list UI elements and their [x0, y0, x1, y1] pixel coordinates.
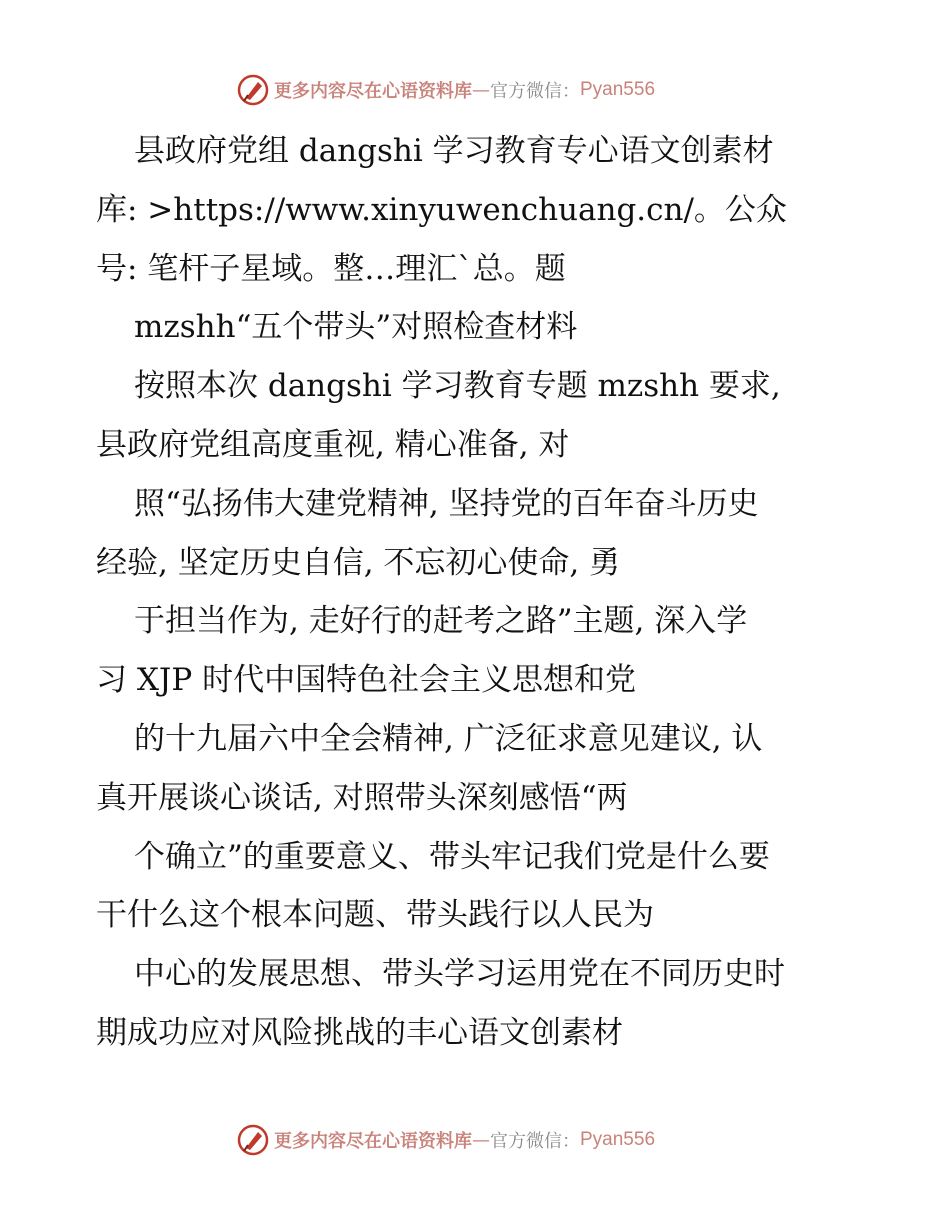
text-line: 中心的发展思想、带头学习运用党在不同历史时: [134, 956, 785, 993]
text-line: 县政府党组 dangshi 学习教育专心语文创素材: [134, 133, 774, 169]
banner-wechat-label: 官方微信：: [490, 1131, 580, 1152]
text-line: 县政府党组高度重视, 精心准备, 对: [96, 426, 570, 463]
text-line: 照“弘扬伟大建党精神, 坚持党的百年奋斗历史: [134, 485, 759, 522]
footer-watermark-banner: [236, 1122, 716, 1158]
banner-main-text: 更多内容尽在心语资料库: [274, 81, 472, 102]
header-watermark-banner: [236, 72, 716, 108]
text-line: 于担当作为, 走好行的赶考之路”主题, 深入学: [134, 603, 748, 640]
pen-nib-circle-icon: [236, 1123, 270, 1157]
banner-main-text: 更多内容尽在心语资料库: [274, 1131, 472, 1152]
text-line: 期成功应对风险挑战的丰心语文创素材: [96, 1014, 623, 1051]
text-line: 按照本次 dangshi 学习教育专题 mzshh 要求,: [134, 368, 781, 405]
document-body: [96, 122, 866, 1063]
text-line: 库: >https://www.xinyuwenchuang.cn/。公众: [96, 191, 787, 228]
text-line: mzshh“五个带头”对照检查材料: [134, 309, 578, 346]
banner-wechat-label: 官方微信：: [490, 81, 580, 102]
text-line: 习 XJP 时代中国特色社会主义思想和党: [96, 662, 637, 699]
banner-wechat-id: Pyan556: [580, 1129, 656, 1150]
text-line: 的十九届六中全会精神, 广泛征求意见建议, 认: [134, 720, 763, 757]
text-line: 经验, 坚定历史自信, 不忘初心使命, 勇: [96, 544, 621, 581]
text-line: 真开展谈心谈话, 对照带头深刻感悟“两: [96, 779, 628, 816]
banner-dash: —: [472, 1129, 490, 1151]
text-line: 号: 笔杆子星域。整…理汇`总。题: [96, 250, 566, 287]
text-line: 干什么这个根本问题、带头践行以人民为: [96, 897, 654, 934]
banner-dash: —: [472, 79, 490, 101]
text-line: 个确立”的重要意义、带头牢记我们党是什么要: [134, 838, 770, 875]
pen-nib-circle-icon: [236, 73, 270, 107]
banner-wechat-id: Pyan556: [580, 79, 656, 100]
